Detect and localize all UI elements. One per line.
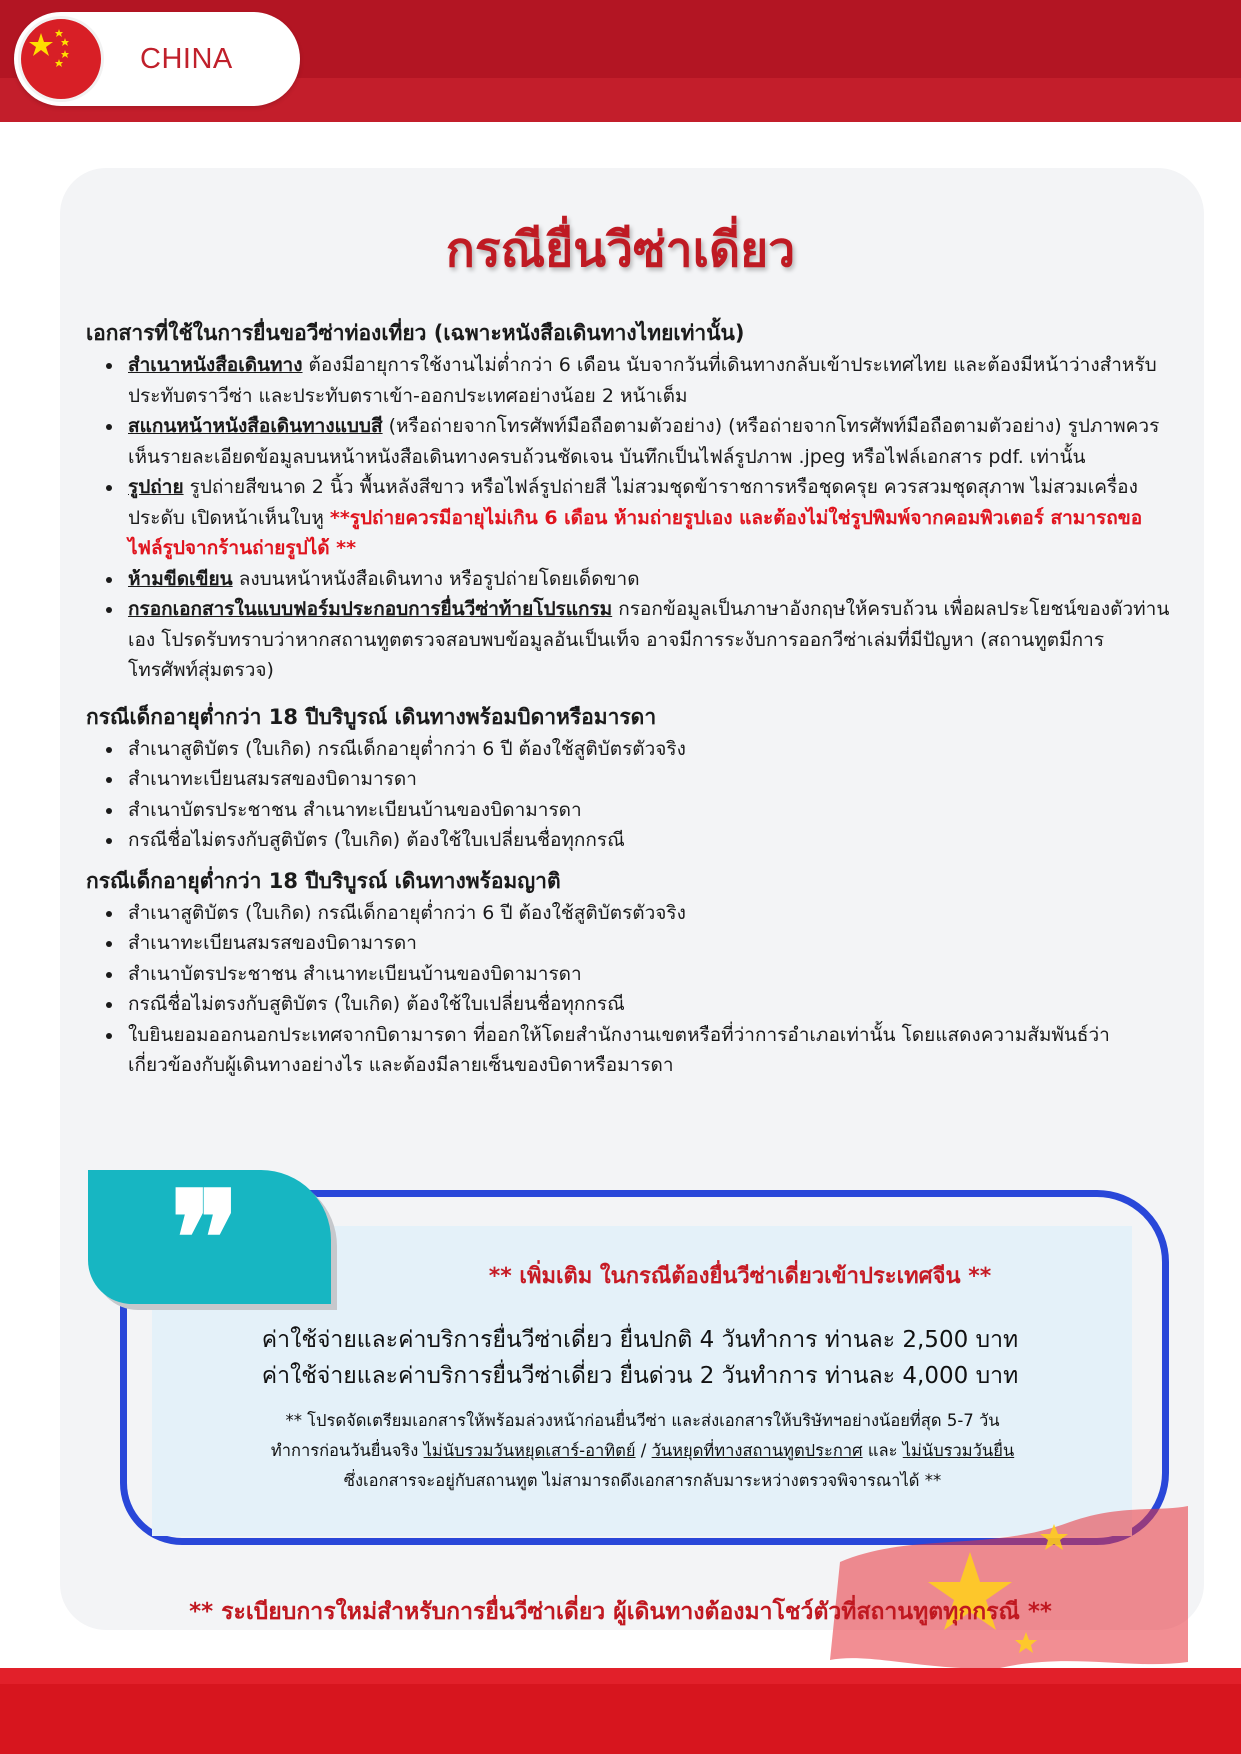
list-item: • สำเนาทะเบียนสมรสของบิดามารดา	[124, 928, 1170, 959]
note-line: ซึ่งเอกสารจะอยู่กับสถานทูต ไม่สามารถดึงเอกสารกลับมาระหว่างตรวจพิจารณาได้ **	[343, 1471, 942, 1490]
note-underlined: ไม่นับรวมวันหยุดเสาร์-อาทิตย์	[423, 1441, 636, 1460]
list-item: • กรณีชื่อไม่ตรงกับสูติบัตร (ใบเกิด) ต้องใช้ใบเปลี่ยนชื่อทุกกรณี	[124, 825, 1170, 856]
list-item	[124, 594, 1170, 686]
child-with-relative-list	[86, 898, 1170, 1081]
item-keyword: สำเนาหนังสือเดินทาง	[128, 354, 303, 376]
section-heading: กรณีเด็กอายุต่ำกว่า 18 ปีบริบูรณ์ เดินทางพร้อมญาติ	[86, 868, 561, 893]
country-pill	[14, 12, 300, 106]
info-box-heading: ** เพิ่มเติม ในกรณีต้องยื่นวีซ่าเดี่ยวเข้าประเทศจีน **	[488, 1264, 992, 1289]
quote-icon: ❞	[170, 1162, 240, 1315]
page-title: กรณียื่นวีซ่าเดี่ยว	[445, 222, 796, 278]
note-underlined: วันหยุดที่ทางสถานทูตประกาศ	[651, 1441, 863, 1460]
note-line	[175, 1436, 1110, 1466]
list-item	[124, 411, 1170, 472]
footer-note: ** ระเบียบการใหม่สำหรับการยื่นวีซ่าเดี่ยว ผู้เดินทางต้องมาโชว์ตัวที่สถานทูตทุกกรณี **	[189, 1599, 1052, 1625]
document-list	[86, 350, 1170, 686]
item-text: ต้องมีอายุการใช้งานไม่ต่ำกว่า 6 เดือน นับจากวันที่เดินทางกลับเข้าประเทศไทย และต้องมีหน้าว่างสำหรับประทับตราวีซ่า และประทับตราเข้า-ออกประเทศอย่างน้อย 2 หน้าเต็ม	[128, 354, 1157, 407]
item-keyword: กรอกเอกสารในแบบฟอร์มประกอบการยื่นวีซ่าท้ายโปรแกรม	[128, 598, 613, 620]
item-keyword: สแกนหน้าหนังสือเดินทางแบบสี	[128, 415, 383, 437]
list-item	[124, 472, 1170, 564]
photo-warning: **รูปถ่ายควรมีอายุไม่เกิน 6 เดือน ห้ามถ่ายรูปเอง และต้องไม่ใช่รูปพิมพ์จากคอมพิวเตอร์ สามารถขอไฟล์รูปจากร้านถ่ายรูปได้ **	[128, 506, 1143, 559]
child-with-parent-list	[86, 734, 1170, 856]
note-text: /	[635, 1441, 652, 1460]
section-heading: กรณีเด็กอายุต่ำกว่า 18 ปีบริบูรณ์ เดินทางพร้อมบิดาหรือมารดา	[86, 704, 657, 729]
note-underlined: ไม่นับรวมวันยื่น	[902, 1441, 1015, 1460]
item-keyword: รูปถ่าย	[128, 476, 184, 498]
list-item: • สำเนาสูติบัตร (ใบเกิด) กรณีเด็กอายุต่ำกว่า 6 ปี ต้องใช้สูติบัตรตัวจริง	[124, 734, 1170, 765]
item-keyword: ห้ามขีดเขียน	[128, 567, 233, 590]
list-item: • สำเนาทะเบียนสมรสของบิดามารดา	[124, 764, 1170, 795]
list-item	[124, 564, 1170, 595]
list-item	[124, 350, 1170, 411]
note-text: ทำการก่อนวันยื่นจริง	[270, 1441, 424, 1460]
list-item: • สำเนาบัตรประชาชน สำเนาทะเบียนบ้านของบิดามารดา	[124, 795, 1170, 826]
china-flag-icon	[18, 16, 104, 102]
price-normal: ค่าใช้จ่ายและค่าบริการยื่นวีซ่าเดี่ยว ยื่นปกติ 4 วันทำการ ท่านละ 2,500 บาท	[261, 1327, 1019, 1353]
flag-decoration	[830, 1492, 1190, 1672]
note-text: และ	[862, 1441, 903, 1460]
bottom-banner-highlight	[0, 1668, 1241, 1684]
list-item: • สำเนาบัตรประชาชน สำเนาทะเบียนบ้านของบิดามารดา	[124, 959, 1170, 990]
item-text: รูปถ่ายสีขนาด 2 นิ้ว พื้นหลังสีขาว หรือไฟล์รูปถ่ายสี ไม่สวมชุดข้าราชการหรือชุดครุย ควรสวมชุดสุภาพ ไม่สวมเครื่องประดับ เปิดหน้าเห็นใบหู	[128, 476, 1138, 529]
requirements-content	[86, 316, 1170, 1081]
list-item: • กรณีชื่อไม่ตรงกับสูติบัตร (ใบเกิด) ต้องใช้ใบเปลี่ยนชื่อทุกกรณี	[124, 989, 1170, 1020]
section-heading: เอกสารที่ใช้ในการยื่นขอวีซ่าท่องเที่ยว (เฉพาะหนังสือเดินทางไทยเท่านั้น)	[86, 321, 745, 345]
item-text: ลงบนหน้าหนังสือเดินทาง หรือรูปถ่ายโดยเด็ดขาด	[232, 567, 640, 590]
price-express: ค่าใช้จ่ายและค่าบริการยื่นวีซ่าเดี่ยว ยื่นด่วน 2 วันทำการ ท่านละ 4,000 บาท	[261, 1363, 1019, 1389]
info-box-note	[175, 1406, 1110, 1496]
item-text: กรอกข้อมูลเป็นภาษาอังกฤษให้ครบถ้วน เพื่อผลประโยชน์ของตัวท่านเอง โปรดรับทราบว่าหากสถานทูตตรวจสอบพบข้อมูลอันเป็นเท็จ อาจมีการระงับการออกวีซ่าเล่มที่มีปัญหา (สถานทูตมีการโทรศัพท์สุ่มตรวจ)	[128, 598, 1170, 681]
list-item: • ใบยินยอมออกนอกประเทศจากบิดามารดา ที่ออกให้โดยสำนักงานเขตหรือที่ว่าการอำเภอเท่านั้น โดยแสดงความสัมพันธ์ว่าเกี่ยวข้องกับผู้เดินทางอย่างไร และต้องมีลายเซ็นของบิดาหรือมารดา	[124, 1020, 1170, 1081]
item-text: (หรือถ่ายจากโทรศัพท์มือถือตามตัวอย่าง) (หรือถ่ายจากโทรศัพท์มือถือตามตัวอย่าง) รูปภาพควรเห็นรายละเอียดข้อมูลบนหน้าหนังสือเดินทางครบถ้วนชัดเจน บันทึกเป็นไฟล์รูปภาพ .jpeg หรือไฟล์เอกสาร pdf. เท่านั้น	[128, 415, 1160, 468]
country-name: CHINA	[140, 42, 233, 75]
note-line: ** โปรดจัดเตรียมเอกสารให้พร้อมล่วงหน้าก่อนยื่นวีซ่า และส่งเอกสารให้บริษัทฯอย่างน้อยที่สุด 5-7 วัน	[285, 1411, 1000, 1430]
list-item: • สำเนาสูติบัตร (ใบเกิด) กรณีเด็กอายุต่ำกว่า 6 ปี ต้องใช้สูติบัตรตัวจริง	[124, 898, 1170, 929]
